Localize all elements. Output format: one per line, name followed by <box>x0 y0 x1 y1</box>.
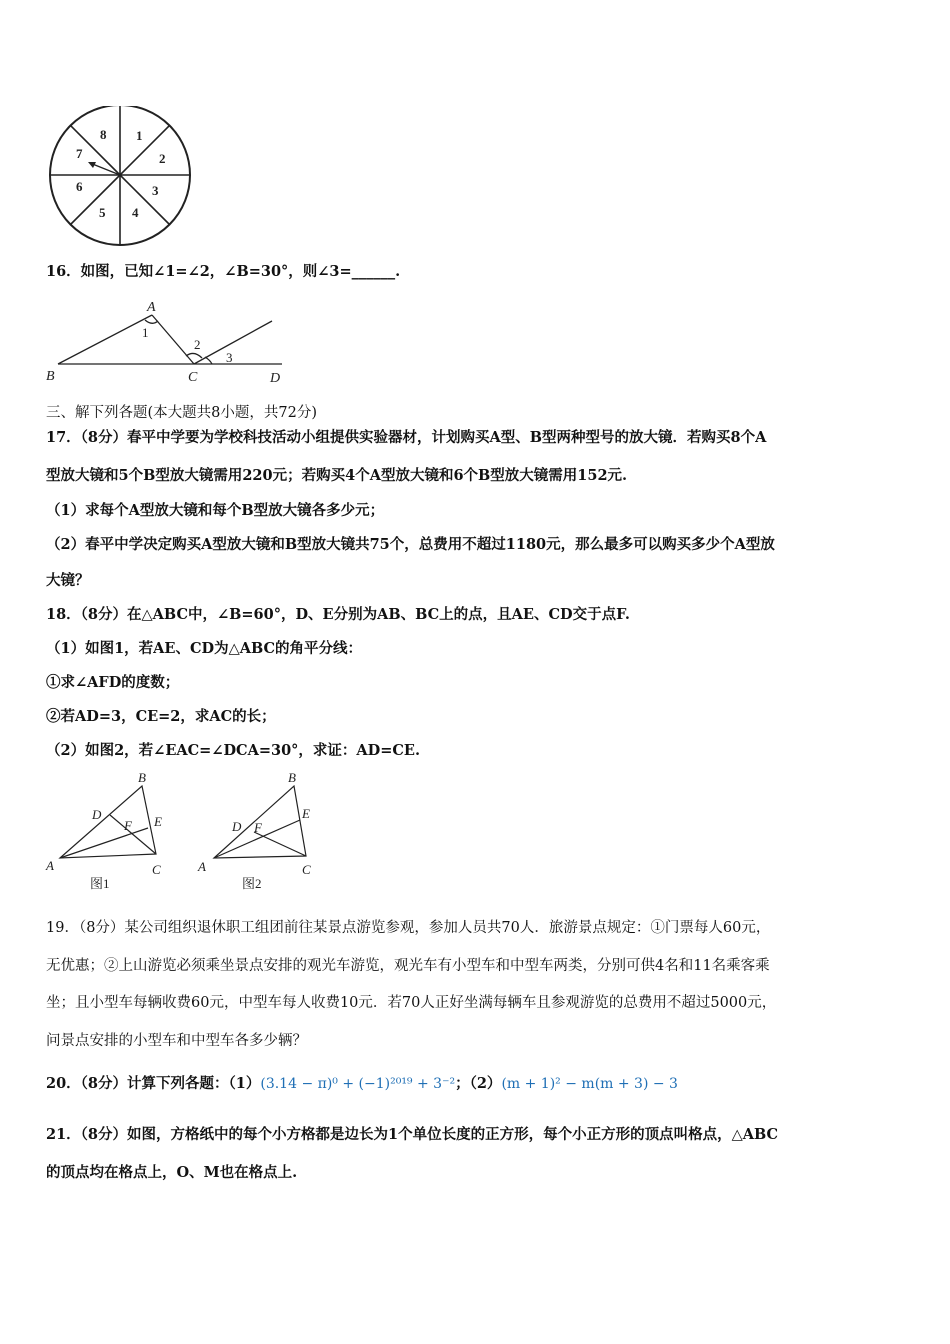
fig1-label-E: E <box>154 814 162 829</box>
sector-label: 6 <box>76 179 83 194</box>
label-B: B <box>46 369 55 384</box>
fig1-label-A: A <box>46 858 54 873</box>
q17-line: 17．（8分）春平中学要为学校科技活动小组提供实验器材，计划购买A型、B型两种型号的放大镜．若购买8个A <box>46 429 767 446</box>
angle-3-label: 3 <box>226 350 233 365</box>
sector-label: 1 <box>136 128 143 143</box>
sector-label: 8 <box>100 127 107 142</box>
q18-figure-2 <box>196 770 326 892</box>
q18-line: 18．（8分）在△ABC中，∠B=60°，D、E分别为AB、BC上的点，且AE、CD交于点F. <box>46 606 630 623</box>
sector-label: 4 <box>132 205 139 220</box>
q19-line: 无优惠；②上山游览必须乘坐景点安排的观光车游览，观光车有小型车和中型车两类，分别可供4名和11名乘客乘 <box>46 958 770 974</box>
q20-line <box>46 1074 678 1094</box>
q19-line: 19．（8分）某公司组织退休职工组团前往某景点游览参观，参加人员共70人．旅游景点规定：①门票每人60元， <box>46 920 771 936</box>
sector-label: 3 <box>152 183 159 198</box>
q17-part2: （2）春平中学决定购买A型放大镜和B型放大镜共75个，总费用不超过1180元，那么最多可以购买多少个A型放 <box>46 536 775 553</box>
q16-figure <box>44 296 294 388</box>
angle-2-label: 2 <box>194 337 201 352</box>
label-A: A <box>147 300 156 315</box>
q20-expression-1: (3.14 − π)⁰ + (−1)²⁰¹⁹ + 3⁻² <box>260 1076 456 1092</box>
angle-1-label: 1 <box>142 325 149 340</box>
q20-mid: ；（2） <box>455 1075 502 1092</box>
q17-part2: 大镜？ <box>46 572 90 589</box>
q18-sub1: ①求∠AFD的度数； <box>46 674 180 691</box>
fig1-caption: 图1 <box>90 876 110 891</box>
fig2-label-B: B <box>288 770 296 785</box>
sector-label: 5 <box>99 205 106 220</box>
fig2-label-F: F <box>254 820 262 835</box>
spinner-dividers <box>50 106 190 245</box>
q18-part1: （1）如图1，若AE、CD为△ABC的角平分线： <box>46 640 363 657</box>
fig2-label-E: E <box>302 806 310 821</box>
spinner-figure <box>44 106 196 248</box>
q18-sub2: ②若AD=3，CE=2，求AC的长； <box>46 708 276 725</box>
fig2-label-C: C <box>302 862 311 877</box>
fig2-label-D: D <box>232 819 242 834</box>
label-D: D <box>270 371 281 386</box>
q20-expression-2: (m + 1)² − m(m + 3) − 3 <box>501 1076 678 1092</box>
q18-figure-1 <box>42 770 182 892</box>
fig1-label-B: B <box>138 770 146 785</box>
q21-line: 21．（8分）如图，方格纸中的每个小方格都是边长为1个单位长度的正方形，每个小正方形的顶点叫格点，△ABC <box>46 1126 779 1143</box>
fig2-label-A: A <box>198 859 206 874</box>
q17-line: 型放大镜和5个B型放大镜需用220元；若购买4个A型放大镜和6个B型放大镜需用152元. <box>46 467 628 484</box>
fig1-label-F: F <box>124 818 132 833</box>
q16-text: 16．如图，已知∠1=∠2，∠B=30°，则∠3=______. <box>46 263 401 280</box>
q21-line: 的顶点均在格点上，O、M也在格点上. <box>46 1164 298 1181</box>
q18-part2: （2）如图2，若∠EAC=∠DCA=30°，求证：AD=CE. <box>46 742 421 759</box>
sector-label: 7 <box>76 146 83 161</box>
sector-label: 2 <box>159 151 166 166</box>
q17-part1: （1）求每个A型放大镜和每个B型放大镜各多少元； <box>46 502 385 519</box>
q20-prefix: 20．（8分）计算下列各题：（1） <box>46 1075 261 1092</box>
section-heading: 三、解下列各题(本大题共8小题，共72分) <box>46 405 317 421</box>
q19-line: 问景点安排的小型车和中型车各多少辆？ <box>46 1033 307 1049</box>
fig1-label-C: C <box>152 862 161 877</box>
fig1-label-D: D <box>92 807 102 822</box>
fig2-caption: 图2 <box>242 876 262 891</box>
q19-line: 坐；且小型车每辆收费60元，中型车每人收费10元．若70人正好坐满每辆车且参观游览的总费用不超过5000元， <box>46 995 777 1011</box>
label-C: C <box>188 370 198 385</box>
